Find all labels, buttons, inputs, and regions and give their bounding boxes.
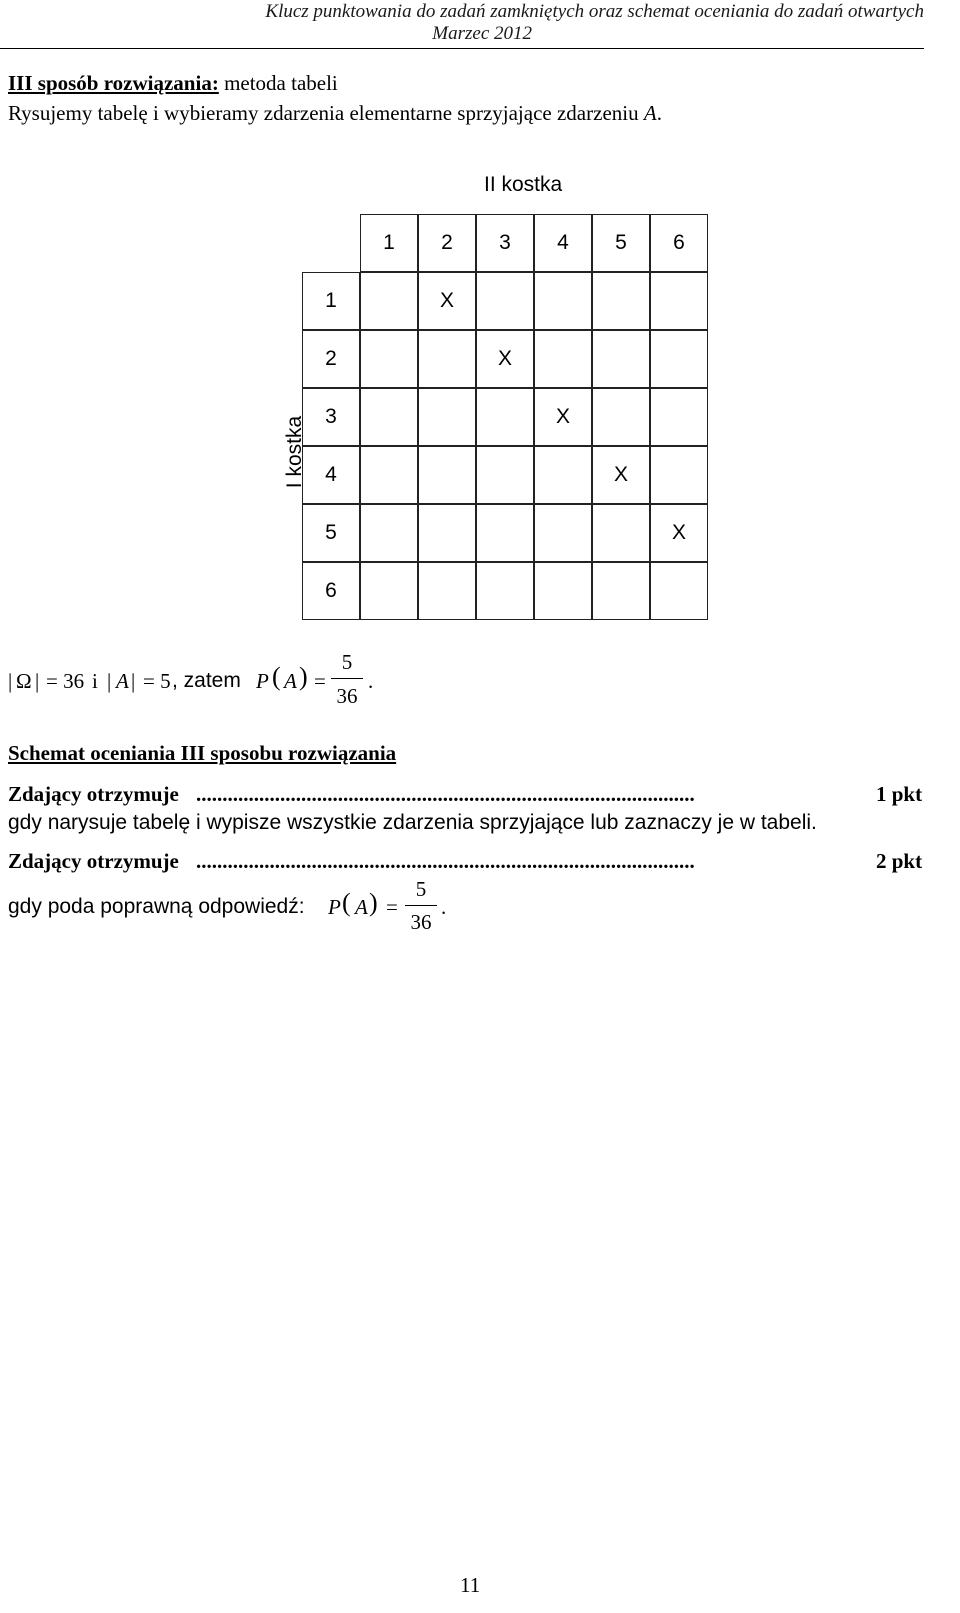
table-side-label: I kostka [283, 415, 306, 489]
method-heading [8, 70, 338, 96]
fraction-bar [331, 678, 363, 679]
table-row-header: 4 [325, 463, 337, 486]
abs-bar-left-2: | [107, 669, 112, 693]
answer-numerator: 5 [415, 877, 427, 901]
table-col-header: 5 [615, 231, 627, 254]
table-cell [534, 272, 592, 330]
table-col-header: 3 [499, 231, 511, 254]
table-cell [534, 446, 592, 504]
table-col-header: 1 [383, 231, 395, 254]
table-top-label: II kostka [484, 173, 563, 196]
answer-period: . [441, 895, 447, 919]
table-cell [418, 388, 476, 446]
abs-bar-right: | [35, 669, 40, 693]
table-row-header: 1 [325, 289, 337, 312]
table-cell [592, 562, 650, 620]
omega-value: = 36 [46, 669, 85, 693]
intro-text [8, 100, 662, 126]
table-cell [534, 330, 592, 388]
schema-title: Schemat oceniania III sposobu rozwiązania [8, 741, 397, 765]
fraction-denominator: 36 [336, 684, 358, 708]
answer-paren-left: ( [342, 888, 351, 917]
table-cell [418, 562, 476, 620]
score-item-1-label: Zdający otrzymuje [8, 782, 179, 806]
table-cell [534, 504, 592, 562]
table-mark-x: X [671, 521, 686, 544]
table-cell [592, 504, 650, 562]
equals-sign: = [314, 669, 326, 693]
table-cell [534, 562, 592, 620]
therefore-word: , zatem [172, 669, 241, 692]
omega-symbol: Ω [16, 669, 32, 693]
table-cell [476, 272, 534, 330]
table-cell [360, 388, 418, 446]
score-item-2-label: Zdający otrzymuje [8, 849, 179, 873]
header-date: Marzec 2012 [432, 23, 532, 44]
table-col-header: 4 [557, 231, 569, 254]
table-mark-x: X [555, 405, 570, 428]
score-item-2-description: gdy poda poprawną odpowiedź: [8, 895, 305, 918]
intro-var: A [643, 101, 657, 125]
paren-right: ) [299, 662, 308, 691]
answer-a: A [355, 895, 368, 919]
answer-equals: = [386, 895, 398, 919]
page-number: 11 [460, 1573, 481, 1597]
score-item-1-description: gdy narysuje tabelę i wypisze wszystkie zdarzenia sprzyjające lub zaznaczy je w tabeli. [8, 811, 817, 834]
table-row-header: 3 [325, 405, 337, 428]
answer-p: P [328, 895, 341, 919]
header-title: Klucz punktowania do zadań zamkniętych oraz schemat oceniania do zadań otwartych [265, 1, 924, 22]
method-subtitle: metoda tabeli [218, 71, 338, 95]
intro-sentence: Rysujemy tabelę i wybieramy zdarzenia elementarne sprzyjające zdarzeniu [8, 101, 644, 125]
table-cell [592, 388, 650, 446]
table-cell [418, 330, 476, 388]
table-row-header: 5 [325, 521, 337, 544]
score-item-2-dots: ............................................................................................... [196, 849, 695, 873]
paren-left: ( [272, 662, 281, 691]
score-item-1-points: 1 pkt [876, 782, 923, 806]
table-cell [476, 446, 534, 504]
and-word: i [92, 669, 98, 693]
table-cell [650, 388, 708, 446]
score-item-1-dots: ............................................................................................... [196, 782, 695, 806]
table-cell [476, 388, 534, 446]
table-cell [360, 504, 418, 562]
method-title: III sposób rozwiązania: [8, 71, 219, 95]
table-cell [650, 330, 708, 388]
table-cell [592, 272, 650, 330]
prob-p: P [256, 669, 269, 693]
table-cell [650, 562, 708, 620]
table-cell [360, 446, 418, 504]
table-cell [418, 504, 476, 562]
event-a: A [116, 669, 129, 693]
table-cell [360, 330, 418, 388]
table-row-header: 6 [325, 579, 337, 602]
abs-bar-right-2: | [131, 669, 136, 693]
table-col-header: 6 [673, 231, 685, 254]
event-a-value: = 5 [143, 669, 171, 693]
table-cell [592, 330, 650, 388]
table-cell [476, 504, 534, 562]
table-cell [418, 446, 476, 504]
table-cell [360, 272, 418, 330]
table-row-header: 2 [325, 347, 337, 370]
table-mark-x: X [613, 463, 628, 486]
answer-fraction-bar [405, 905, 437, 906]
header-divider [0, 48, 924, 49]
fraction-numerator: 5 [341, 650, 353, 674]
answer-paren-right: ) [369, 888, 378, 917]
intro-period: . [656, 101, 662, 125]
table-cell [650, 446, 708, 504]
table-col-header: 2 [441, 231, 453, 254]
table-mark-x: X [439, 289, 454, 312]
score-item-2-points: 2 pkt [876, 849, 923, 873]
table-cell [360, 562, 418, 620]
answer-denominator: 36 [410, 910, 432, 934]
prob-a: A [284, 669, 297, 693]
formula-period: . [368, 669, 374, 693]
table-mark-x: X [497, 347, 512, 370]
table-cell [476, 562, 534, 620]
abs-bar-left: | [8, 669, 13, 693]
table-cell [650, 272, 708, 330]
